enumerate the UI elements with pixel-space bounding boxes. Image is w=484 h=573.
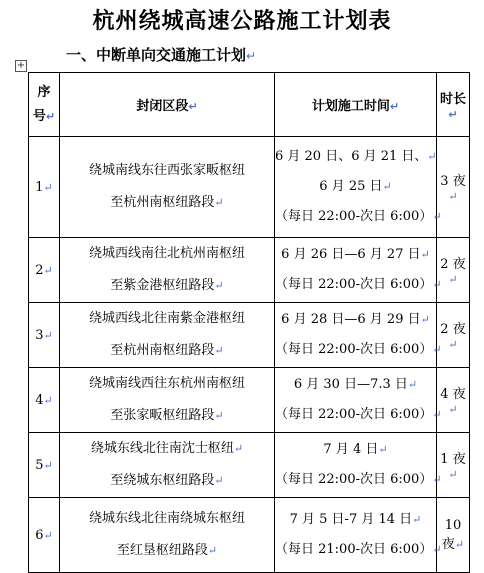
time-line1 — [275, 305, 436, 335]
time-line1 — [275, 370, 436, 400]
return-mark: ↵ — [432, 343, 442, 356]
time-line1 — [275, 240, 436, 270]
time-cell — [275, 137, 442, 238]
section-line2 — [60, 187, 274, 219]
table-row — [29, 498, 470, 573]
section-line2-text: 至紫金港枢纽路段 — [110, 278, 215, 293]
section-line1: 绕城西线南往北杭州南枢纽 — [88, 246, 245, 261]
seq-cell — [29, 433, 60, 498]
duration-cell — [437, 433, 470, 498]
section-heading — [66, 44, 256, 65]
section-line2 — [60, 535, 274, 567]
seq-cell — [29, 498, 60, 573]
return-mark: ↵ — [412, 513, 422, 526]
time-line1 — [275, 142, 436, 172]
duration-text: 2 夜 — [440, 257, 466, 272]
return-mark: ↵ — [448, 403, 458, 416]
return-mark: ↵ — [43, 328, 53, 342]
duration-cell — [437, 368, 470, 433]
return-mark: ↵ — [233, 442, 244, 455]
time-cell — [275, 498, 442, 573]
return-mark: ↵ — [420, 313, 430, 326]
section-line1: 绕城西线北往南紫金港枢纽 — [88, 311, 245, 326]
construction-plan-table — [28, 72, 470, 573]
time-cell — [275, 238, 442, 303]
paragraph-mark: ↵ — [246, 49, 257, 63]
return-mark: ↵ — [420, 248, 430, 261]
seq-text: 1 — [35, 179, 44, 195]
time-line2-text: （每日 22:00-次日 6:00） — [275, 277, 433, 292]
return-mark: ↵ — [214, 196, 224, 209]
header-duration — [437, 73, 470, 137]
return-mark: ↵ — [432, 278, 442, 291]
time-line2-text: （每日 21:00-次日 6:00） — [275, 542, 433, 557]
table-row — [29, 303, 470, 368]
time-line1-text: 6 月 28 日—6 月 29 日 — [281, 312, 421, 327]
return-mark: ↵ — [214, 474, 224, 487]
section-line2 — [60, 400, 274, 432]
return-mark: ↵ — [448, 107, 458, 121]
section-line2-text: 至张家畈枢纽路段 — [110, 408, 215, 423]
time-line2 — [275, 335, 442, 365]
duration-cell — [437, 498, 470, 573]
section-line2-text: 至杭州南枢纽路段 — [110, 343, 215, 358]
time-line1-text: 7 月 5 日-7 月 14 日 — [289, 512, 413, 527]
document-title: 杭州绕城高速公路施工计划表 — [92, 9, 392, 34]
section-line1-text: 绕城东线北往南沈士枢纽 — [90, 441, 234, 456]
section-cell — [60, 137, 275, 238]
return-mark: ↵ — [188, 100, 198, 113]
time-line2 — [275, 535, 442, 565]
return-mark: ↵ — [43, 393, 53, 407]
header-time — [275, 73, 437, 137]
return-mark: ↵ — [382, 180, 392, 193]
section-cell — [60, 303, 275, 368]
return-mark: ↵ — [454, 538, 465, 551]
seq-cell — [29, 303, 60, 368]
time-line2 — [275, 400, 442, 430]
section-cell — [60, 498, 275, 573]
header-seq-line1: 序 — [37, 84, 51, 100]
seq-text: 3 — [35, 327, 44, 343]
table-row — [29, 238, 470, 303]
return-mark: ↵ — [432, 473, 442, 486]
section-line2-text: 至绕城东枢纽路段 — [110, 473, 215, 488]
section-line2 — [60, 270, 274, 302]
section-cell — [60, 238, 275, 303]
seq-cell — [29, 137, 60, 238]
return-mark: ↵ — [214, 344, 224, 357]
time-cell — [275, 433, 442, 498]
section-line1: 绕城东线北往南绕城东枢纽 — [88, 511, 245, 526]
time-line1-text: 7 月 4 日 — [323, 442, 379, 457]
return-mark: ↵ — [427, 150, 437, 163]
time-line2 — [275, 172, 436, 202]
section-cell — [60, 368, 275, 433]
table-move-handle[interactable]: + — [16, 60, 26, 71]
duration-text: 3 夜 — [440, 174, 466, 189]
time-line2-text: 6 月 25 日 — [319, 179, 383, 194]
seq-text: 6 — [35, 527, 44, 543]
section-line2-text: 至红垦枢纽路段 — [116, 543, 208, 558]
seq-cell — [29, 368, 60, 433]
header-time-text: 计划施工时间 — [311, 99, 390, 114]
time-line3-text: （每日 22:00-次日 6:00） — [275, 209, 433, 224]
table-row — [29, 137, 470, 238]
header-section — [60, 73, 275, 137]
return-mark: ↵ — [207, 544, 218, 557]
section-heading-text: 一、中断单向交通施工计划 — [66, 46, 247, 64]
time-cell — [275, 303, 442, 368]
duration-text: 2 夜 — [440, 322, 466, 337]
return-mark: ↵ — [45, 109, 56, 123]
section-line1: 绕城南线东往西张家畈枢纽 — [88, 163, 245, 178]
time-cell — [275, 368, 442, 433]
table-row — [29, 433, 470, 498]
return-mark: ↵ — [43, 458, 53, 472]
return-mark: ↵ — [448, 338, 458, 351]
return-mark: ↵ — [432, 210, 442, 223]
return-mark: ↵ — [43, 263, 53, 277]
time-line1 — [275, 435, 436, 465]
time-line2 — [275, 465, 442, 495]
section-line2 — [60, 465, 274, 497]
return-mark: ↵ — [448, 273, 458, 286]
time-line1-text: 6 月 26 日—6 月 27 日 — [281, 247, 421, 262]
seq-text: 5 — [35, 457, 44, 473]
return-mark: ↵ — [214, 279, 224, 292]
return-mark: ↵ — [214, 409, 224, 422]
return-mark: ↵ — [43, 528, 53, 542]
return-mark: ↵ — [43, 180, 53, 194]
return-mark: ↵ — [432, 408, 442, 421]
duration-cell — [437, 303, 470, 368]
seq-text: 4 — [35, 392, 44, 408]
time-line1 — [275, 505, 436, 535]
time-line2-text: （每日 22:00-次日 6:00） — [275, 407, 433, 422]
table-header-row — [29, 73, 470, 137]
time-line1-text: 6 月 30 日—7.3 日 — [293, 377, 408, 392]
time-line2 — [275, 270, 442, 300]
seq-cell — [29, 238, 60, 303]
return-mark: ↵ — [389, 100, 400, 113]
duration-cell — [437, 238, 470, 303]
time-line1-text: 6 月 20 日、6 月 21 日、 — [275, 149, 428, 164]
time-line3 — [275, 202, 442, 232]
section-line1 — [60, 433, 274, 465]
section-cell — [60, 433, 275, 498]
section-line2 — [60, 335, 274, 367]
duration-text: 1 夜 — [440, 452, 466, 467]
time-line2-text: （每日 22:00-次日 6:00） — [275, 472, 433, 487]
table-row — [29, 368, 470, 433]
duration-text: 4 夜 — [440, 387, 466, 402]
header-seq-line2 — [29, 105, 59, 129]
header-section-text: 封闭区段 — [136, 99, 189, 114]
seq-text: 2 — [35, 262, 44, 278]
header-seq-line2-text: 号 — [32, 108, 46, 124]
header-seq — [29, 73, 60, 137]
return-mark: ↵ — [448, 190, 458, 203]
return-mark: ↵ — [407, 378, 418, 391]
duration-text: 10 夜 — [441, 518, 462, 552]
return-mark: ↵ — [378, 443, 388, 456]
return-mark: ↵ — [448, 468, 458, 481]
header-duration-text: 时长 — [439, 91, 466, 107]
time-line2-text: （每日 22:00-次日 6:00） — [275, 342, 433, 357]
section-line1: 绕城南线西往东杭州南枢纽 — [88, 376, 245, 391]
section-line2-text: 至杭州南枢纽路段 — [110, 195, 215, 210]
return-mark: ↵ — [432, 543, 442, 556]
